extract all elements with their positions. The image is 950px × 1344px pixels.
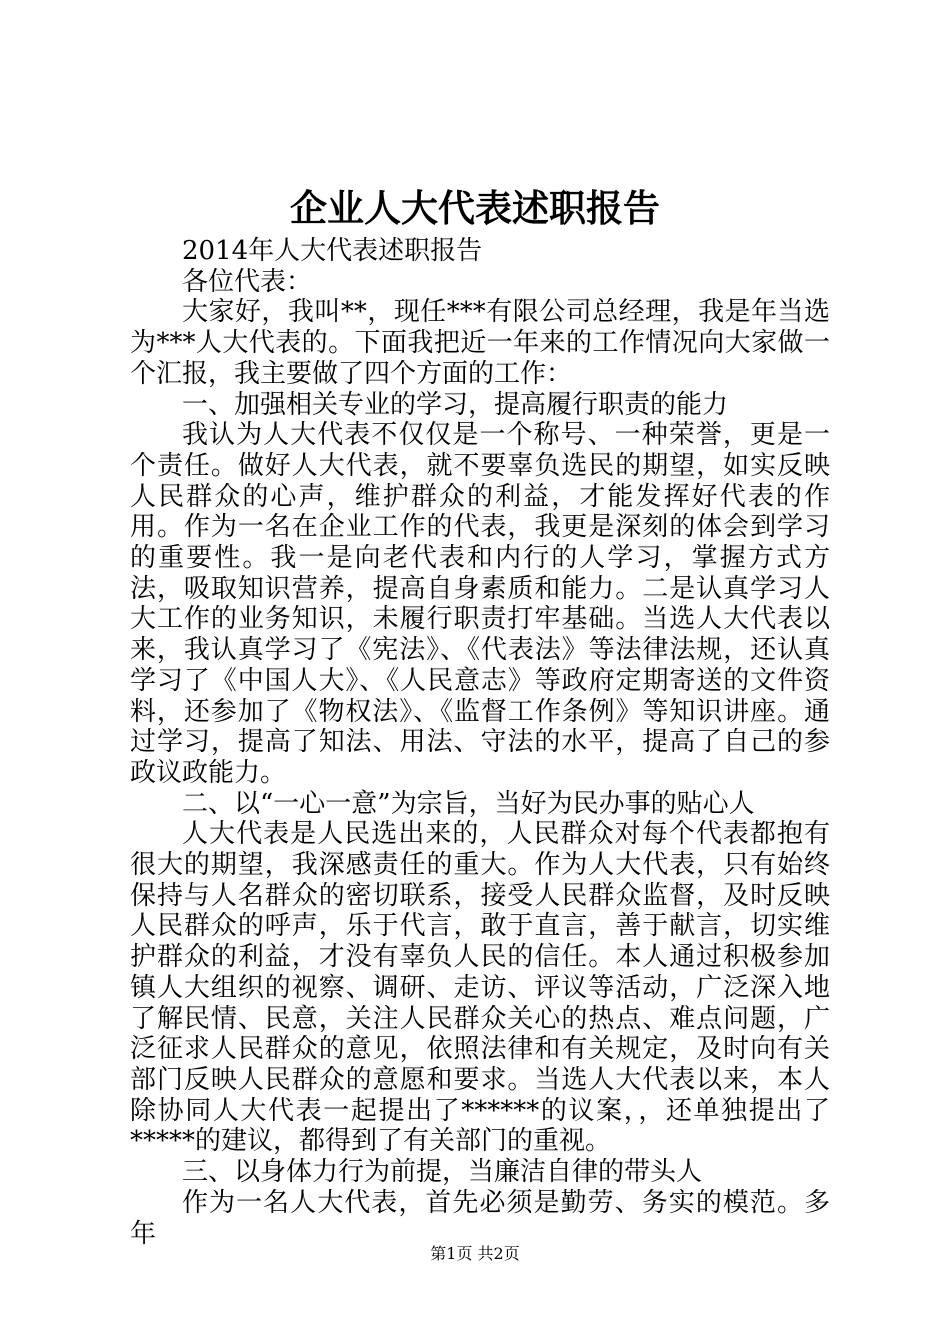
document-title: 企业人大代表述职报告	[290, 186, 660, 230]
section-heading: 三、以身体力行为前提，当廉洁自律的带头人	[182, 1157, 703, 1188]
document-body	[130, 236, 830, 1249]
paragraph: 我认为人大代表不仅仅是一个称号、一种荣誉，更是一个责任。做好人大代表，就不要辜负选民的期望，如实反映人民群众的心声，维护群众的利益，才能发挥好代表的作用。作为一名在企业工作的代表，我更是深刻的体会到学习的重要性。我一是向老代表和内行的人学习，掌握方式方法，吸取知识营养，提高自身素质和能力。二是认真学习人大工作的业务知识，未履行职责打牢基础。当选人大代表以来，我认真学习了《宪法》、《代表法》等法律法规，还认真学习了《中国人大》、《人民意志》等政府定期寄送的文件资料，还参加了《物权法》、《监督工作条例》等知识讲座。通过学习，提高了知法、用法、守法的水平，提高了自己的参政议政能力。	[130, 420, 830, 788]
paragraph: 大家好，我叫**，现任***有限公司总经理，我是年当选为***人大代表的。下面我把近一年来的工作情况向大家做一个汇报，我主要做了四个方面的工作：	[130, 297, 830, 389]
page-footer: 第1页 共2页	[430, 1244, 520, 1263]
paragraph: 人大代表是人民选出来的，人民群众对每个代表都抱有很大的期望，我深感责任的重大。作为人大代表，只有始终保持与人名群众的密切联系，接受人民群众监督，及时反映人民群众的呼声，乐于代言，敢于直言，善于献言，切实维护群众的利益，才没有辜负人民的信任。本人通过积极参加镇人大组织的视察、调研、走访、评议等活动，广泛深入地了解民情、民意，关注人民群众关心的热点、难点问题，广泛征求人民群众的意见，依照法律和有关规定，及时向有关部门反映人民群众的意愿和要求。当选人大代表以来，本人除协同人大代表一起提出了******的议案，，还单独提出了*****的建议，都得到了有关部门的重视。	[130, 819, 830, 1157]
paragraph: 作为一名人大代表，首先必须是勤劳、务实的模范。多年	[130, 1187, 830, 1249]
paragraph: 各位代表：	[182, 266, 313, 297]
paragraph: 2014年人大代表述职报告	[182, 236, 483, 266]
section-heading: 一、加强相关专业的学习，提高履行职责的能力	[182, 389, 729, 420]
section-heading: 二、以“一心一意”为宗旨，当好为民办事的贴心人	[182, 788, 755, 819]
